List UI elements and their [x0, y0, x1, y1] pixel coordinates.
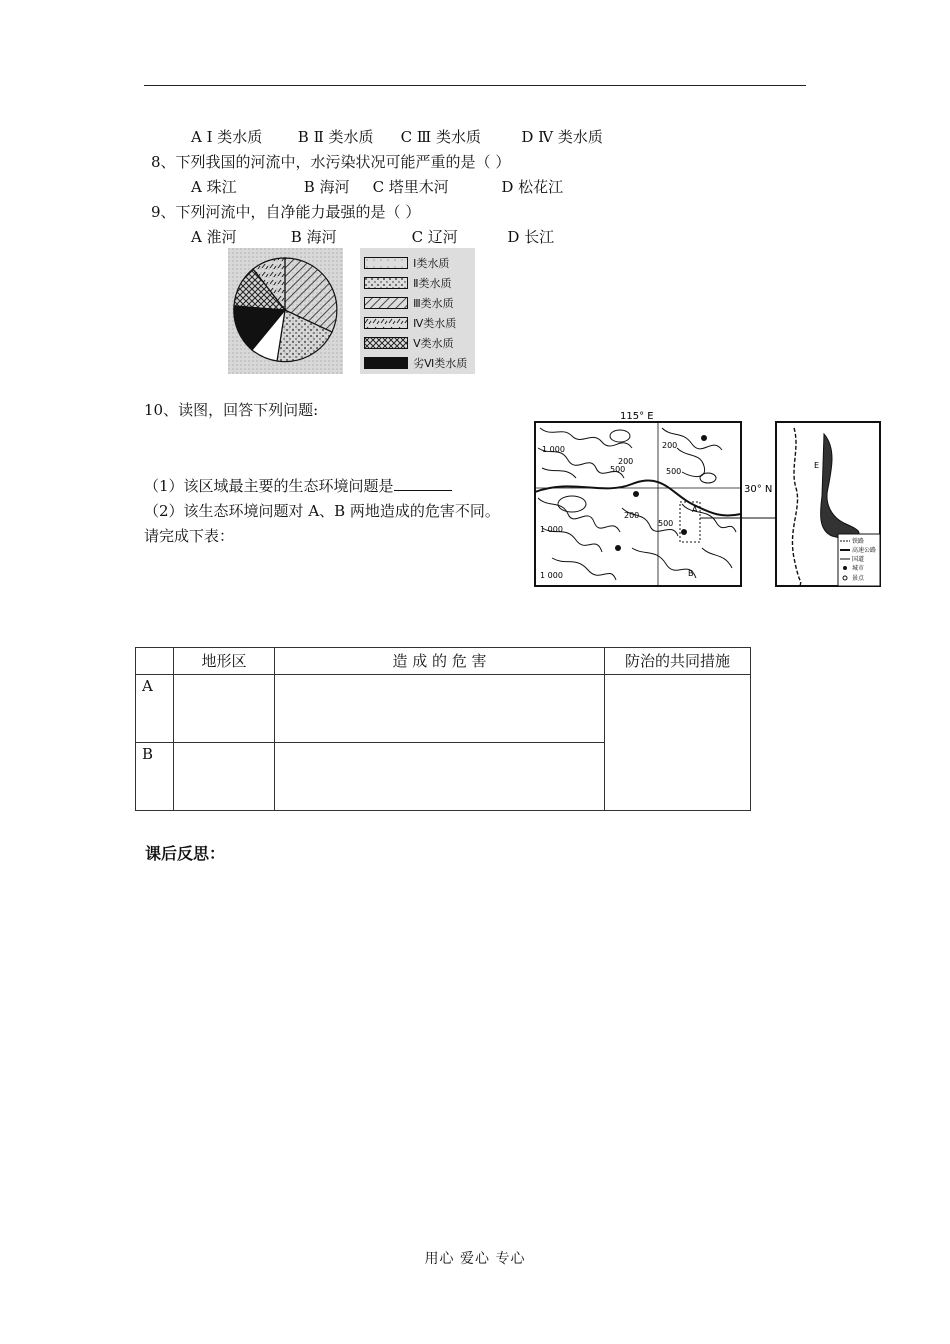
q8-option-a: A 珠江	[191, 178, 237, 196]
q10-sub1	[144, 476, 452, 496]
q8-option-b: B 海河	[303, 178, 350, 196]
q9-options	[191, 227, 554, 247]
point-a-label: A	[692, 505, 698, 514]
contour-label: 200	[624, 511, 640, 520]
table-header-cell: 防治的共同措施	[605, 648, 751, 675]
q9-option-c: C 辽河	[411, 228, 458, 246]
map-legend-label: 景点	[852, 575, 865, 582]
legend-item	[364, 272, 452, 291]
legend-item	[364, 332, 454, 351]
contour-label: 1 000	[542, 445, 565, 454]
row-label: B	[136, 743, 174, 811]
table-header-cell: 造 成 的 危 害	[275, 648, 605, 675]
legend-item	[364, 292, 454, 311]
q7-option-d: D Ⅳ 类水质	[521, 128, 603, 146]
page-footer: 用心 爱心 专心	[424, 1251, 526, 1267]
q10-sub1-text: （1）该区域最主要的生态环境问题是	[144, 477, 394, 495]
q10-stem: 10、读图，回答下列问题:	[144, 401, 319, 419]
contour-label: 500	[658, 519, 674, 528]
legend-label: 劣Ⅵ类水质	[413, 357, 468, 370]
answer-table	[135, 647, 751, 811]
point-b-label: B	[688, 569, 694, 578]
q8-stem: 8、下列我国的河流中，水污染状况可能严重的是（ ）	[151, 153, 511, 171]
contour-label: 200	[662, 441, 678, 450]
contour-label: 1 000	[540, 525, 563, 534]
legend-label: Ⅳ类水质	[413, 317, 457, 330]
legend-item	[364, 352, 467, 371]
table-header-row	[136, 648, 751, 675]
contour-label: 500	[610, 465, 626, 474]
map-legend-label: 国道	[852, 556, 865, 563]
q7-option-a: A Ⅰ 类水质	[191, 128, 263, 146]
answer-cell[interactable]	[174, 743, 275, 811]
reflection-heading: 课后反思：	[145, 844, 226, 863]
map-legend-label: 铁路	[852, 538, 865, 545]
q9-stem: 9、下列河流中，自净能力最强的是（ ）	[151, 203, 421, 221]
answer-cell[interactable]	[174, 675, 275, 743]
q8-option-c: C 塔里木河	[372, 178, 449, 196]
q9-option-a: A 淮河	[191, 228, 237, 246]
pie-legend	[360, 248, 475, 374]
topographic-map-figure	[532, 408, 884, 588]
contour-label: 500	[666, 467, 682, 476]
legend-label: Ⅴ类水质	[413, 337, 454, 350]
q8-option-d: D 松花江	[501, 178, 564, 196]
q7-options	[191, 127, 603, 147]
q8-options	[191, 177, 563, 197]
legend-item	[364, 252, 449, 271]
legend-label: Ⅰ类水质	[413, 257, 450, 270]
table-row	[136, 675, 751, 743]
q9-option-d: D 长江	[507, 228, 555, 246]
lon-label: 115° E	[620, 411, 654, 422]
map-legend-label: 城市	[852, 565, 865, 572]
q10-sub2: （2）该生态环境问题对 A、B 两地造成的危害不同。	[144, 502, 500, 520]
point-e-label: E	[814, 461, 820, 470]
answer-cell[interactable]	[605, 675, 751, 811]
table-header-cell: 地形区	[174, 648, 275, 675]
q9-option-b: B 海河	[290, 228, 337, 246]
lat-label: 30° N	[744, 484, 773, 495]
table-header-cell	[136, 648, 174, 675]
contour-label: 1 000	[540, 571, 563, 580]
row-label: A	[136, 675, 174, 743]
legend-label: Ⅱ类水质	[413, 277, 452, 290]
header-rule	[144, 85, 806, 86]
q7-option-c: C Ⅲ 类水质	[400, 128, 482, 146]
legend-item	[364, 312, 456, 331]
legend-label: Ⅲ类水质	[413, 297, 454, 310]
map-legend-label: 高速公路	[852, 547, 877, 554]
q10-sub3: 请完成下表：	[144, 527, 235, 545]
answer-cell[interactable]	[275, 743, 605, 811]
answer-cell[interactable]	[275, 675, 605, 743]
water-quality-pie-figure	[228, 248, 343, 374]
q7-option-b: B Ⅱ 类水质	[297, 128, 374, 146]
contour-label: 200	[618, 457, 634, 466]
answer-blank[interactable]	[394, 476, 452, 491]
